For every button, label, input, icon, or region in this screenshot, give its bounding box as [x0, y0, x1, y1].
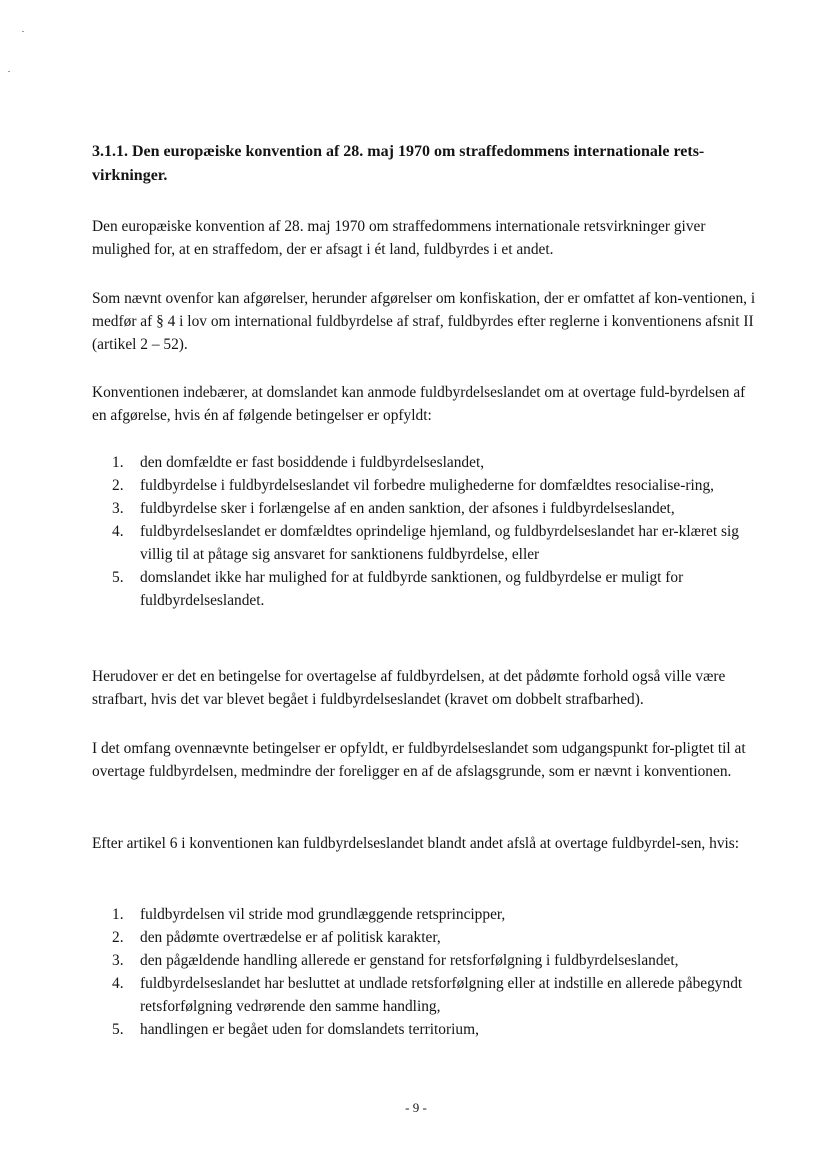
paragraph-text: I det omfang ovennævnte betingelser er opfyldt, er fuldbyrdelseslandet som udgangspunkt for-pligtet til at overtage fuldbyrdelsen, medmindre der foreligger en af de afslagsgrunde, som er nævnt i konventionen. [92, 740, 746, 780]
paragraph-1 [92, 215, 760, 261]
conditions-list [92, 451, 760, 612]
list-item [92, 451, 760, 474]
list-item-text: den pågældende handling allerede er genstand for retsforfølgning i fuldbyrdelseslandet, [140, 952, 679, 969]
scan-speck [8, 71, 10, 72]
list-item [92, 972, 760, 1018]
list-item-text: den domfældte er fast bosiddende i fuldbyrdelseslandet, [140, 454, 485, 471]
paragraph-text: Som nævnt ovenfor kan afgørelser, herunder afgørelser om konfiskation, der er omfattet af kon-ventionen, i medfør af § 4 i lov om international fuldbyrdelse af straf, fuldbyrdes efter reglerne i konventionens afsnit II (artikel 2 – 52). [92, 290, 756, 353]
list-number: 3. [112, 952, 124, 969]
list-item-text: fuldbyrdelseslandet er domfældtes oprindelige hjemland, og fuldbyrdelseslandet har er-klæret sig villig til at påtage sig ansvaret for sanktionens fuldbyrdelse, eller [140, 523, 739, 563]
list-item-text: handlingen er begået uden for domslandets territorium, [140, 1021, 479, 1038]
list-number: 4. [112, 523, 124, 540]
list-item-text: fuldbyrdelse i fuldbyrdelseslandet vil forbedre mulighederne for domfældtes resocialise-ring, [140, 477, 714, 494]
section-heading: 3.1.1. Den europæiske konvention af 28. maj 1970 om straffedommens internationale rets-virkninger. [92, 143, 705, 184]
list-number: 1. [112, 454, 124, 471]
list-item-text: domslandet ikke har mulighed for at fuldbyrde sanktionen, og fuldbyrdelse er muligt for fuldbyrdelseslandet. [140, 569, 684, 609]
list-number: 1. [112, 906, 124, 923]
page-number: - 9 - [405, 1100, 427, 1115]
paragraph-text: Den europæiske konvention af 28. maj 1970 om straffedommens internationale retsvirkninger giver mulighed for, at en straffedom, der er afsagt i ét land, fuldbyrdes i et andet. [92, 218, 706, 258]
list-item-text: fuldbyrdelse sker i forlængelse af en anden sanktion, der afsones i fuldbyrdelseslandet, [140, 500, 675, 517]
paragraph-text: Konventionen indebærer, at domslandet kan anmode fuldbyrdelseslandet om at overtage fuld-byrdelsen af en afgørelse, hvis én af følgende betingelser er opfyldt: [92, 384, 746, 424]
list-number: 2. [112, 477, 124, 494]
paragraph-6 [92, 832, 760, 855]
list-item-text: fuldbyrdelsen vil stride mod grundlæggende retsprincipper, [140, 906, 506, 923]
list-number: 2. [112, 929, 124, 946]
paragraph-5 [92, 737, 760, 783]
paragraph-text: Efter artikel 6 i konventionen kan fuldbyrdelseslandet blandt andet afslå at overtage fuldbyrdel-sen, hvis: [92, 835, 740, 852]
list-item [92, 497, 760, 520]
list-item [92, 566, 760, 612]
paragraph-text: Herudover er det en betingelse for overtagelse af fuldbyrdelsen, at det pådømte forhold også ville være strafbart, hvis det var blevet begået i fuldbyrdelseslandet (kravet om dobbelt strafbarhed). [92, 668, 726, 708]
list-item [92, 1018, 760, 1041]
list-item-text: fuldbyrdelseslandet har besluttet at undlade retsforfølgning eller at indstille en allerede påbegyndt retsforfølgning vedrørende den samme handling, [140, 975, 743, 1015]
refusal-grounds-list [92, 903, 760, 1041]
paragraph-3 [92, 381, 760, 427]
list-item [92, 926, 760, 949]
paragraph-4 [92, 665, 760, 711]
list-item [92, 949, 760, 972]
list-item [92, 474, 760, 497]
list-item [92, 520, 760, 566]
list-item [92, 903, 760, 926]
paragraph-2 [92, 287, 760, 356]
list-item-text: den pådømte overtrædelse er af politisk karakter, [140, 929, 441, 946]
list-number: 3. [112, 500, 124, 517]
list-number: 4. [112, 975, 124, 992]
list-number: 5. [112, 1021, 124, 1038]
scan-speck [22, 31, 24, 32]
list-number: 5. [112, 569, 124, 586]
